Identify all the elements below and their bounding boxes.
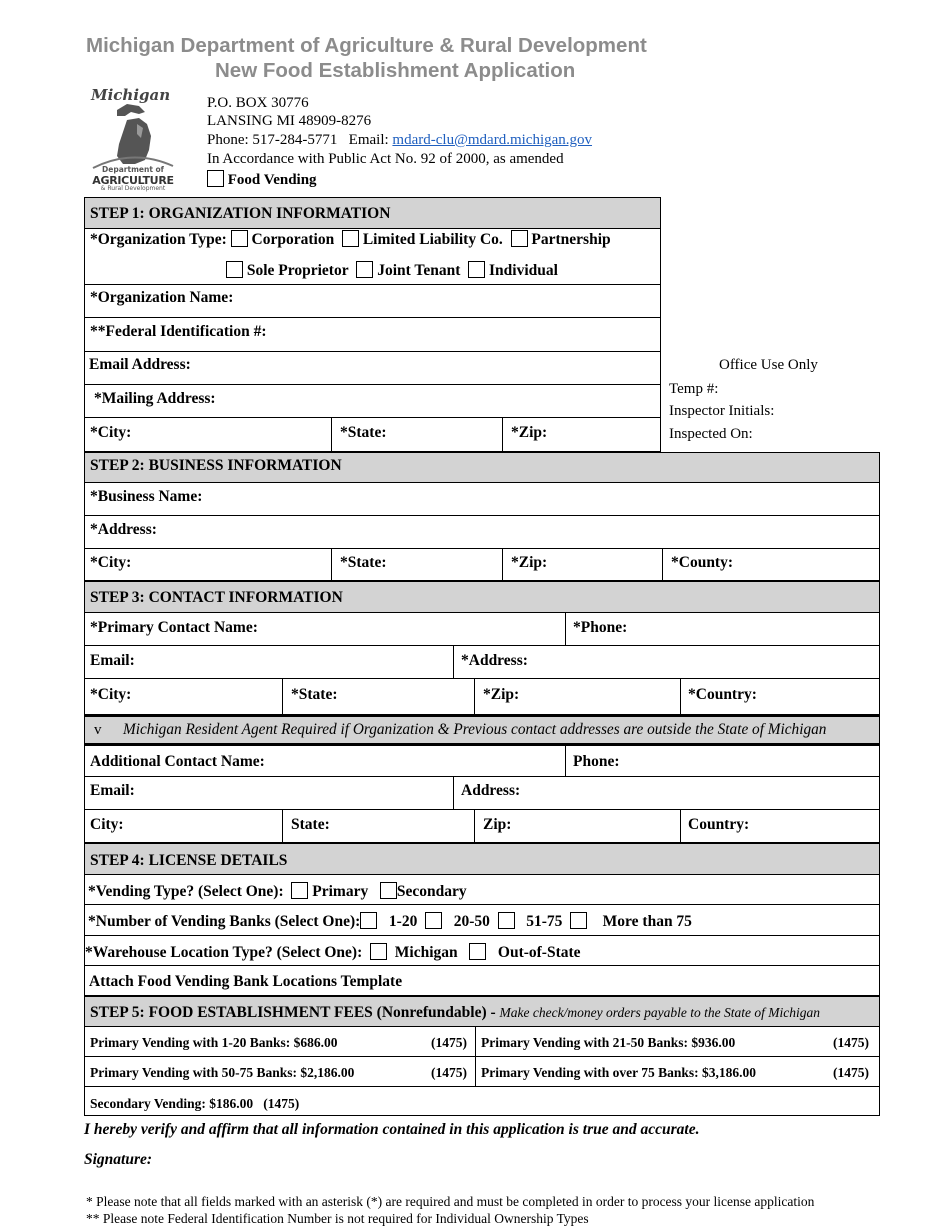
additional-state-field[interactable]: State: — [291, 816, 330, 833]
primary-vending-checkbox[interactable] — [291, 882, 308, 899]
primary-phone-field[interactable]: *Phone: — [573, 619, 628, 636]
fee-75-plus-label: Primary Vending with over 75 Banks: $3,186.00 — [481, 1065, 757, 1080]
office-use-title: Office Use Only — [719, 357, 818, 373]
business-county-field[interactable]: *County: — [671, 554, 734, 571]
fee-75-plus-code: (1475) — [833, 1065, 869, 1080]
org-zip-field[interactable]: *Zip: — [511, 424, 548, 441]
llc-checkbox[interactable] — [342, 230, 359, 247]
warehouse-michigan-checkbox[interactable] — [370, 943, 387, 960]
asterisk-note: * Please note that all fields marked with an asterisk (*) are required and must be completed in order to process your license application — [86, 1194, 815, 1209]
banks-75-plus-label: More than 75 — [602, 913, 692, 930]
primary-contact-name-field[interactable]: *Primary Contact Name: — [90, 619, 258, 636]
vending-type-label: *Vending Type? (Select One): — [88, 883, 284, 900]
attach-template-note: Attach Food Vending Bank Locations Template — [89, 973, 403, 990]
fee-50-75-code: (1475) — [431, 1065, 467, 1080]
individual-label: Individual — [489, 262, 558, 279]
additional-email-field[interactable]: Email: — [90, 782, 135, 799]
additional-contact-name-field[interactable]: Additional Contact Name: — [90, 753, 265, 770]
secondary-vending-label: Secondary — [396, 883, 467, 900]
banks-51-75-checkbox[interactable] — [498, 912, 515, 929]
banks-51-75-label: 51-75 — [526, 913, 563, 930]
affirmation: I hereby verify and affirm that all information contained in this application is true and accurate. — [84, 1121, 700, 1138]
primary-address-field[interactable]: *Address: — [461, 652, 528, 669]
org-type-label: *Organization Type: — [90, 231, 227, 248]
contact-line — [207, 131, 592, 149]
office-inspector: Inspector Initials: — [669, 403, 775, 419]
warehouse-label: *Warehouse Location Type? (Select One): — [85, 944, 363, 961]
org-type-row — [90, 230, 611, 249]
city-line: LANSING MI 48909-8276 — [207, 113, 372, 129]
step4-header: STEP 4: LICENSE DETAILS — [90, 852, 288, 869]
public-act: In Accordance with Public Act No. 92 of 2000, as amended — [207, 151, 564, 167]
banks-1-20-checkbox[interactable] — [360, 912, 377, 929]
fee-1-20-code: (1475) — [431, 1035, 467, 1050]
additional-address-field[interactable]: Address: — [461, 782, 521, 799]
additional-phone-field[interactable]: Phone: — [573, 753, 620, 770]
additional-country-field[interactable]: Country: — [688, 816, 750, 833]
email-link[interactable]: mdard-clu@mdard.michigan.gov — [392, 132, 593, 148]
agent-note: Michigan Resident Agent Required if Organization & Previous contact addresses are outside the State of Michigan — [123, 721, 827, 738]
title-line-1: Michigan Department of Agriculture & Rural Development — [86, 34, 647, 57]
logo-rural: & Rural Development — [100, 185, 166, 192]
logo-script: Michigan — [91, 86, 171, 104]
food-vending-label: Food Vending — [227, 172, 317, 188]
partnership-label: Partnership — [531, 231, 611, 248]
mailing-address-field[interactable]: *Mailing Address: — [94, 390, 216, 407]
banks-1-20-label: 1-20 — [388, 913, 418, 930]
office-temp: Temp #: — [669, 381, 719, 397]
primary-country-field[interactable]: *Country: — [688, 686, 757, 703]
warehouse-out-of-state-label: Out-of-State — [497, 944, 581, 961]
primary-vending-label: Primary — [312, 883, 369, 900]
banks-75-plus-checkbox[interactable] — [570, 912, 587, 929]
primary-zip-field[interactable]: *Zip: — [483, 686, 520, 703]
org-state-field[interactable]: *State: — [340, 424, 387, 441]
business-state-field[interactable]: *State: — [340, 554, 387, 571]
step5-header-note: Make check/money orders payable to the State of Michigan — [499, 1005, 820, 1020]
llc-label: Limited Liability Co. — [362, 231, 503, 248]
primary-city-field[interactable]: *City: — [90, 686, 132, 703]
signature-field[interactable]: Signature: — [84, 1151, 153, 1168]
banks-label: *Number of Vending Banks (Select One): — [88, 913, 361, 930]
business-name-field[interactable]: *Business Name: — [90, 488, 203, 505]
individual-checkbox[interactable] — [468, 261, 485, 278]
business-zip-field[interactable]: *Zip: — [511, 554, 548, 571]
step1-header: STEP 1: ORGANIZATION INFORMATION — [90, 205, 391, 222]
office-inspected-on: Inspected On: — [669, 426, 753, 442]
fee-secondary: Secondary Vending: $186.00 (1475) — [90, 1096, 300, 1111]
warehouse-out-of-state-checkbox[interactable] — [469, 943, 486, 960]
org-name-field[interactable]: *Organization Name: — [90, 289, 234, 306]
mdard-logo — [87, 86, 179, 192]
agent-marker: v — [94, 722, 102, 738]
fee-21-50-code: (1475) — [833, 1035, 869, 1050]
org-email-field[interactable]: Email Address: — [89, 356, 191, 373]
step2-header: STEP 2: BUSINESS INFORMATION — [90, 457, 342, 474]
phone-text: Phone: 517-284-5771 — [207, 132, 338, 148]
additional-city-field[interactable]: City: — [90, 816, 124, 833]
secondary-vending-checkbox[interactable] — [380, 882, 397, 899]
joint-tenant-label: Joint Tenant — [377, 262, 461, 279]
sole-proprietor-label: Sole Proprietor — [246, 262, 349, 279]
fee-21-50-label: Primary Vending with 21-50 Banks: $936.00 — [481, 1035, 736, 1050]
fein-note: ** Please note Federal Identification Number is not required for Individual Ownership Types — [86, 1211, 589, 1226]
business-city-field[interactable]: *City: — [90, 554, 132, 571]
warehouse-michigan-label: Michigan — [394, 944, 458, 961]
org-type-row-2 — [226, 261, 558, 280]
po-box: P.O. BOX 30776 — [207, 95, 309, 111]
food-vending-checkbox[interactable] — [207, 170, 224, 187]
additional-zip-field[interactable]: Zip: — [483, 816, 512, 833]
step5-header — [90, 1004, 820, 1022]
step3-header: STEP 3: CONTACT INFORMATION — [90, 589, 343, 606]
fee-1-20-label: Primary Vending with 1-20 Banks: $686.00 — [90, 1035, 338, 1050]
banks-20-50-checkbox[interactable] — [425, 912, 442, 929]
primary-email-field[interactable]: Email: — [90, 652, 135, 669]
email-label: Email: — [348, 132, 389, 148]
banks-row — [88, 912, 692, 931]
corporation-checkbox[interactable] — [231, 230, 248, 247]
vending-type-row — [88, 882, 467, 901]
corporation-label: Corporation — [251, 231, 335, 248]
food-vending-option — [207, 170, 317, 189]
step5-header-label: STEP 5: FOOD ESTABLISHMENT FEES (Nonrefundable) - — [90, 1004, 496, 1021]
banks-20-50-label: 20-50 — [453, 913, 490, 930]
warehouse-row — [85, 943, 581, 962]
business-address-field[interactable]: *Address: — [90, 521, 157, 538]
sole-proprietor-checkbox[interactable] — [226, 261, 243, 278]
logo-dept: Department of — [102, 165, 164, 174]
logo-agriculture: AGRICULTURE — [92, 174, 174, 187]
fee-50-75-label: Primary Vending with 50-75 Banks: $2,186.00 — [90, 1065, 355, 1080]
partnership-checkbox[interactable] — [511, 230, 528, 247]
org-city-field[interactable]: *City: — [90, 424, 132, 441]
fein-field[interactable]: **Federal Identification #: — [90, 323, 267, 340]
title-line-2: New Food Establishment Application — [215, 59, 576, 82]
joint-tenant-checkbox[interactable] — [356, 261, 373, 278]
primary-state-field[interactable]: *State: — [291, 686, 338, 703]
